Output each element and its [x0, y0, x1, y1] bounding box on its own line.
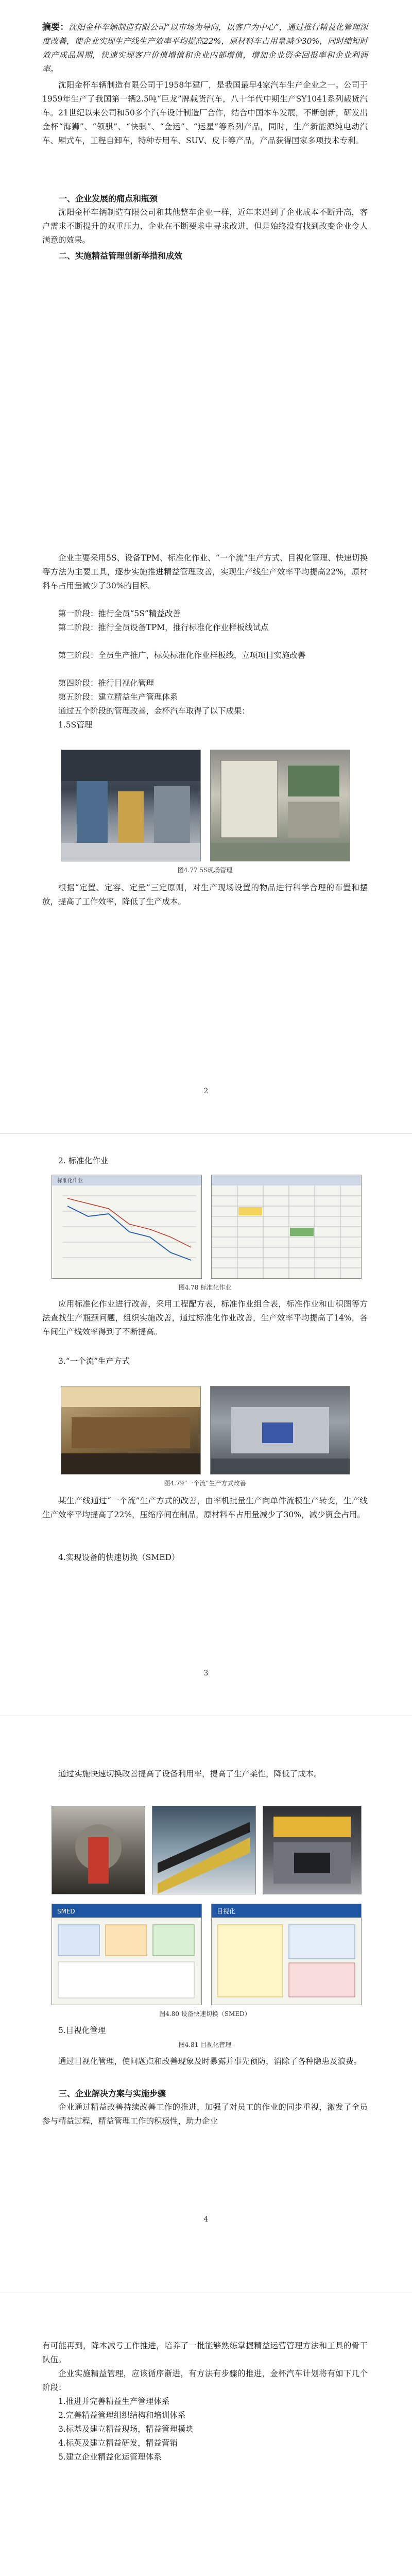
- production-cell-icon: [211, 1386, 350, 1474]
- solution-text: 企业通过精益改善持续改善工作的推进，加强了对员工的作业的同步重视，激发了全员参与精益过程，精益管理工作的积极性，助力企业: [42, 2103, 368, 2126]
- page-divider: [0, 1133, 412, 1134]
- stage-summary: 通过五个阶段的管理改善，金杯汽车取得了以下成果：: [58, 706, 250, 716]
- plan-step-4: 4.标英及建立精益研发，精益营销: [58, 2438, 178, 2448]
- stage-5: 第五阶段：建立精益生产管理体系: [58, 692, 178, 702]
- plan-step-3: 3.标基及建立精益现场，精益管理模块: [58, 2425, 194, 2434]
- section-heading-1: 一、企业发展的痛点和瓶颈: [59, 194, 158, 204]
- standard-work-description: 应用标准化作业进行改善，采用工程配方表，标准作业组合表，标准作业和山积图等方法查找生产瓶颈问题，组织实施改善，通过标准化作业改善，生产效率平均提高了14%，各车间生产线效率得到了不断提高。: [42, 1299, 368, 1336]
- 5s-photo-left: [61, 750, 201, 861]
- figure-caption-standard-work: 图4.78 标准化作业: [178, 1284, 232, 1291]
- visual-management-description: 通过目视化管理，使问题点和改善现象及时暴露并事先预防，消除了各种隐患及浪费。: [58, 2057, 362, 2066]
- item-smed-heading: 4.实现设备的快速切换（SMED）: [58, 1553, 180, 1562]
- one-piece-flow-photo-right: [210, 1386, 350, 1475]
- item-5s-heading: 1.5S管理: [58, 720, 93, 730]
- abstract-text: 沈阳金杯车辆制造有限公司“以市场为导向，以客户为中心”，通过推行精益化管理深度改善，使企业实现生产线生产效率平均提高22%，原材料车占用量减少30%，同时缩短时效产成品周期，快速实现客户价值增值和企业内部增值，增加企业资金回报率和企业利润率。: [42, 23, 368, 74]
- chart-title-left: 标准化作业: [57, 1178, 83, 1184]
- table-grid-icon: [212, 1175, 361, 1278]
- figure-caption-one-piece-flow: 图4.79“一个流”生产方式改善: [164, 1480, 246, 1487]
- one-piece-flow-description: 某生产线通过“一个流”生产方式的改善，由率机批量生产向单件流模生产转变，生产线生产效率平均提高了22%，压缩序间在制品，原材料车占用量减少了30%，减少资金占用。: [42, 1496, 368, 1519]
- standard-work-chart-left: [52, 1175, 202, 1279]
- figure-caption-visual: 图4.81 目视化管理: [178, 2041, 232, 2048]
- page-3: [0, 1154, 412, 1716]
- 5s-photo-right: [210, 750, 350, 861]
- stage-2: 第二阶段：推行全员设备TPM，推行标准化作业样板线试点: [58, 623, 269, 632]
- abstract: [42, 21, 368, 76]
- figure-caption-smed: 图4.80 设备快速切换（SMED）: [159, 2010, 251, 2018]
- section-heading-3: 三、企业解决方案与实施步骤: [59, 2089, 166, 2098]
- factory-scene-icon: [61, 750, 200, 861]
- smed-photo-right: [263, 1806, 362, 1894]
- conveyor-icon: [152, 1806, 255, 1894]
- stage-4: 第四阶段：推行目视化管理: [58, 679, 154, 688]
- page-number-4: 4: [203, 2215, 209, 2224]
- page-5: [0, 2318, 412, 2576]
- item-standard-work-heading: 2. 标准化作业: [58, 1156, 109, 1165]
- plan-step-1: 1.推进并完善精益生产管理体系: [58, 2397, 170, 2406]
- smed-description: 通过实施快速切换改善提高了设备利用率，提高了生产柔性，降低了成本。: [58, 1769, 322, 1778]
- page-1: [0, 0, 412, 577]
- continuation-text: 有可能再到，降本减亏工作推进，培养了一批能够熟练掌握精益运营管理方法和工具的骨干队伍。: [42, 2341, 368, 2364]
- tooling-icon: [52, 1806, 145, 1894]
- smed-photo-left: [52, 1806, 145, 1894]
- visual-management-board-icon: [212, 1904, 361, 2005]
- company-intro: 沈阳金杯车辆制造有限公司于1958年建厂，是我国最早4家汽车生产企业之一。公司于1959年生产了我国第一辆2.5吨“巨龙”牌载货汽车，八十年代中期生产SY1041系列载货汽车。21世纪以来公司和50多个汽车设计制造厂合作，结合中国本车发展，不断创新，研发出金杯“海狮”、“领骐”、“快骐”、“金运”、“运星”等系列产品，同时，生产新能源纯电动汽车、厢式车，工程自卸车，特种专用车、SUV、皮卡等产品，产品获得国家多项技术专利。: [42, 80, 368, 145]
- item-one-piece-flow-heading: 3.“一个流”生产方式: [58, 1357, 130, 1366]
- page-number-2: 2: [203, 1087, 209, 1095]
- abstract-label: 摘要：: [42, 22, 69, 32]
- kanban-board-icon: [52, 1904, 201, 2005]
- plan-step-5: 5.建立企业精益化运管理体系: [58, 2452, 162, 2462]
- figure-caption-5s: 图4.77 5S现场管理: [177, 867, 233, 874]
- smed-photo-middle: [152, 1806, 256, 1894]
- page-4: [0, 1752, 412, 2293]
- assembly-line-icon: [61, 1386, 200, 1474]
- one-piece-flow-photo-left: [61, 1386, 201, 1475]
- workstation-scene-icon: [211, 750, 350, 861]
- page-number-3: 3: [203, 1669, 209, 1677]
- visual-board-left: [52, 1904, 202, 2005]
- board-label-right: 目视化: [217, 1908, 236, 1915]
- stage-1: 第一阶段：推行全员“5S”精益改善: [58, 609, 181, 618]
- stage-3: 第三阶段：全员生产推广，标英标准化作业样板线，立项项目实施改善: [58, 651, 306, 660]
- methods-intro: 企业主要采用5S、设备TPM、标准化作业、“一个流”生产方式、目视化管理、快速切换等方法为主要工具，逐步实施推进精益管理改善，实现生产线生产效率平均提高22%，原材料车占用量减少了30%的目标。: [42, 553, 368, 590]
- board-label-left: SMED: [57, 1908, 75, 1915]
- line-chart-icon: [52, 1175, 201, 1278]
- pain-points-text: 沈阳金杯车辆制造有限公司和其他整车企业一样，近年来遇到了企业成本不断升高，客户需求不断提升的双重压力，企业在不断要求中寻求改进，但是始终没有找到改变企业令人满意的效果。: [42, 208, 368, 245]
- visual-board-right: [211, 1904, 362, 2005]
- standard-work-chart-right: [211, 1175, 362, 1279]
- plan-intro: 企业实施精益管理，应该循序渐进，有方法有步骤的推进，金杯汽车计划将有如下几个阶段：: [42, 2369, 368, 2392]
- page-2: [0, 546, 412, 1133]
- plan-step-2: 2.完善精益管理组织结构和培训体系: [58, 2411, 186, 2420]
- item-visual-management-heading: 5.目视化管理: [58, 2026, 106, 2035]
- section-heading-2: 二、实施精益管理创新举措和成效: [59, 251, 183, 261]
- changeover-station-icon: [263, 1806, 361, 1894]
- 5s-description: 根据“定置、定容、定量”三定原则，对生产现场设置的物品进行科学合理的布置和摆放，提高了工作效率，降低了生产成本。: [42, 883, 368, 906]
